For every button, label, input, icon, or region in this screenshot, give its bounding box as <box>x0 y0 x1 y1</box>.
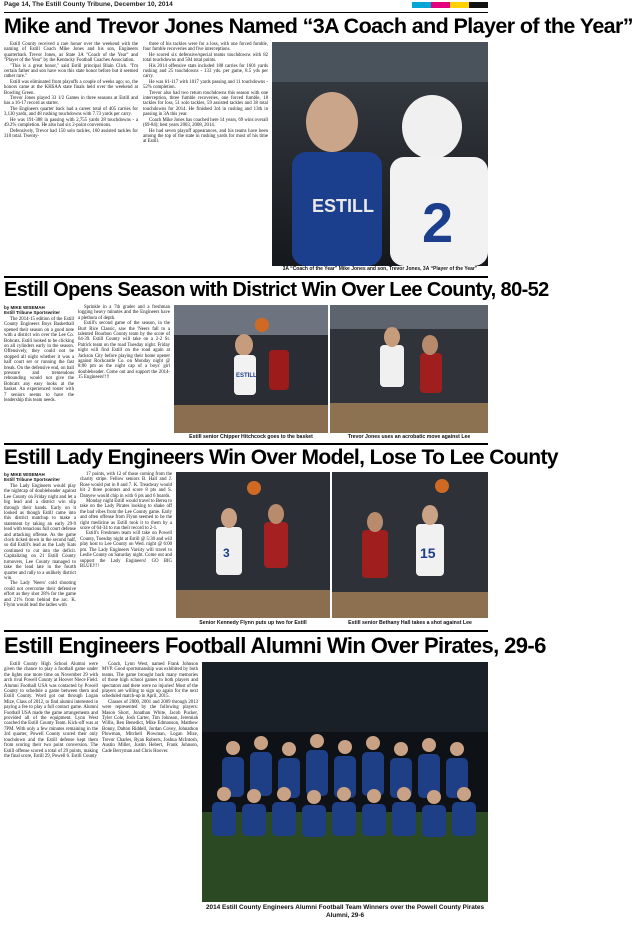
story2-column-2: Sprinkle in a 7th grader and a freshman logging heavy minutes and the Engineers have a plethora of depth. Estill's second game of the season, in the Burt Rice Classic, saw the 'Neers fall to a talented Bourbon County team by the score of 64-39. Estill County will take on a 2-2 St. Patrick team on the road Tuesday night. Friday night will find Estill on the road again at Jackson City before playing their home opener against Rockcastle Co. on Monday night @ 8:00 pm as the night cap of a boys' girl doubleheader. Come out and support the 2014-15 Engineers!!!! <box>78 305 170 381</box>
story3-byline: by MIKE WISEMAH Estill Tribune Sportswriter <box>4 472 61 482</box>
story3-headline: Estill Lady Engineers Win Over Model, Lose To Lee County <box>4 446 558 469</box>
story3-caption-right: Estill senior Bethany Hall takes a shot against Lee <box>348 620 472 626</box>
trevor-acrobatic-photo <box>330 305 488 433</box>
svg-text:15: 15 <box>420 545 436 561</box>
story3-column-2: 17 points, with 12 of those coming from the charity stripe. Fellow seniors B. Hall and J. Rose would put in 8 and 7. K. Treadway would hit 2 three pointers and score 8 pts and S. Danyew would chip in with 6 pts and 6 boards. Monday night Estill would travel to Berea to take on the Lady Pirates looking to shake off the bad vibes from the Lee County game. Early and often offense from Flynn seemed to be the right medicine as Estill took it to them by a score of 64-34 to run their record to 2-1. Estill's Freshmen team will take on Powell County, Tuesday night at Estill @ 5:30 and will play host to Lee County on Wed. night @ 6:00 pm. The Lady Engineers Varsity will travel to Leslie County on Saturday night. Come out and support the Lady Engineers! GO BIG BLUE!!!! <box>80 472 172 569</box>
svg-text:ESTILL: ESTILL <box>312 196 374 216</box>
story3-column-1: The Lady Engineers would play the nightcap of doubleheader against Lee County on Friday night and let a big lead and a district win slip through their hands. Early on it looked as though Estill came into this district matchup to make a statement by taking an early 29-9 lead with tenacious full court defense and attacking offense. As the game clock ticked down in the second half, so did Estill's lead as the Lady Kats continued to cut into the deficit. Capitalizing on 21 Estill County turnovers, Lee County managed to take the lead late in the fourth quarter and rally to a unlikely district win. The Lady 'Neers' cold shooting could not overcome their defensive effort as they shot 28% for the game and 21% from behind the arc. K. Flynn would lead the ladies with <box>4 484 76 608</box>
story2-column-1: The 2014-15 edition of the Estill County Engineers Boys Basketball opened their season on a good note with a district win over the Lee Co. Bobcats. Estill looked to be clicking on all cylinders early in the season. Offensively, they could not be stopped all night whether it was a half court set or running the fast break. On the defensive end, on ball pressure and tremendous rebounding would not give the Bobcats any easy looks at the basket. An experienced roster with 7 seniors seems to have the leadership this team needs. <box>4 317 74 404</box>
story1-column-1: Estill County received a rare honor over the weekend with the naming of Estill Coach Mike Jones and his son, Engineers quarterback Trevor Jones, as State 3A "Coach of the Year" and "Player of the Year" by the Kentucky Football Coaches Association. "This is a great honor," said Estill principal Blain Click. "I'm certain father and son have won this state honor before but it seemed rather rare." Estill was eliminated from playoffs a couple of weeks ago; so, the honors came at the KHSAA state finals held over the weekend at Bowling Green. Trevor Jones played 33 1/2 Games in three seasons at Estill and has a 16-17 record as starter. The Engineers quarter back had a career total of 405 carries for 3,130 yards, and 48 rushing touchdowns with 7.73 yards per carry. He was 191-388 in passing with 2,755 yards 28 touchdowns - a 49.2% completion. He also had six 2-point conversions. Defensively, Trevor had 150 solo tackles, 160 assisted tackles for 310 total. Twenty- <box>4 42 138 139</box>
story2-byline: by MIKE WISEMAH Estill Tribune Sportswriter <box>4 305 61 315</box>
story2-caption-left: Estill senior Chipper Hitchcock goes to the basket <box>189 434 313 440</box>
flynn-layup-photo <box>176 472 330 618</box>
section-rule-3 <box>4 630 488 632</box>
story4-photo-caption: 2014 Estill County Engineers Alumni Football Team Winners over the Powell County Pirates Alumni, 29-6 <box>206 904 484 919</box>
story3-caption-left: Senior Kennedy Flynn puts up two for Estill <box>199 620 307 626</box>
story1-column-2: three of his tackles were for a loss, with one forced fumble, four fumble recoveries and five interceptions. He scored six defensive/special teams touchdowns with 82 total touchdowns and 504 total points. His 2014 offensive stats included 188 carries for 1601 yards rushing and 25 touchdowns - 133 yds. per game, 8.5 yds per carry. He was 61-117 with 1017 yards passing and 11 touchdowns - 52% completion. Trevor also had two return touchdowns this season with one interception, three fumble recoveries, one forced fumble, 18 tackles for loss, 51 solo tackles, 59 assisted tackles and 38 total touchdowns for 2014. He finished 3rd in rushing and 13th in passing in 3A this year. Coach Mike Jones has coached here 14 years, 69 wins overall (69-84); best years 2003, 2008, 2014. He had seven playoff appearances, and his teams have been among the top of the state in rushing yards for most of his time at Estill. <box>143 42 268 145</box>
story2-caption-right: Trevor Jones uses an acrobatic move against Lee <box>347 434 471 440</box>
header-rule <box>4 12 488 13</box>
story2-headline: Estill Opens Season with District Win Over Lee County, 80-52 <box>4 279 549 301</box>
story1-headline: Mike and Trevor Jones Named “3A Coach and Player of the Year” <box>4 14 633 38</box>
section-rule-2 <box>4 443 488 445</box>
page-folio: Page 14, The Estill County Tribune, December 10, 2014 <box>4 1 173 8</box>
coach-player-photo <box>272 42 488 266</box>
hitchcock-basket-photo <box>174 305 328 433</box>
alumni-team-photo <box>202 662 488 902</box>
hall-shot-photo <box>332 472 488 618</box>
svg-text:2: 2 <box>422 191 454 254</box>
story4-column-1: Estill County High School Alumni were given the chance to play a football game under the lights one more time on November 29 with arch rival Powell County at Hoover Niece Field. Alumni Football USA was contacted by Powell County to schedule a game between them and Estill County. Word got out through Logan Mize, Class of 2012, to find alumni interested in paying a fee to play a full contact game. Alumni Football USA made the game arrangements and provided all of the equipment. Lynn West coached the Estill County Team. Kick-off was at 7PM. With only a few minutes remaining in the 3rd quarter, Powell County scored their only touchdown and the Estill defense kept them from scoring their two point conversion. The Estill offense scored a total of 29 points, making the final score, Estill 29, Powell 6. Estill County <box>4 662 98 759</box>
color-registration-bar <box>412 2 488 8</box>
story4-column-2: Coach, Lynn West, named Frank Johnson MVP. Good sportsmanship was exhibited by both teams. The game brought back many memories of those high school games to both players and spectators and there were no injuries! Most of the players are willing to sign up again for the next scheduled match-up in April, 2015. Classes of 2000, 2001 and 2009 through 2013 were represented by the following players: Mason Short, Jonathan White, Jacob Pucker, Tyler Cole, Josh Carter, Tim Johnson, Jeremiah Willis, Ben Benedict, Mike Edmonson, Matthew Bonny, Dalton Riddell, Jordan Covey, Johnathon Plowman, Mitchell Plowman, Logan Mize, Trevor Charles, Ryan Roberts, Joshua McIntosh, Austin Miller, Justin Hebert, Frank Johnson, Cade Berryman and Chris Hoover. <box>102 662 198 754</box>
section-rule-1 <box>4 276 488 278</box>
svg-text:3: 3 <box>223 546 230 560</box>
svg-text:ESTILL: ESTILL <box>236 373 257 379</box>
story1-photo-caption: 3A “Coach of the Year” Mike Jones and son, Trevor Jones, 3A “Player of the Year” <box>282 266 478 272</box>
story4-headline: Estill Engineers Football Alumni Win Over Pirates, 29-6 <box>4 633 546 658</box>
